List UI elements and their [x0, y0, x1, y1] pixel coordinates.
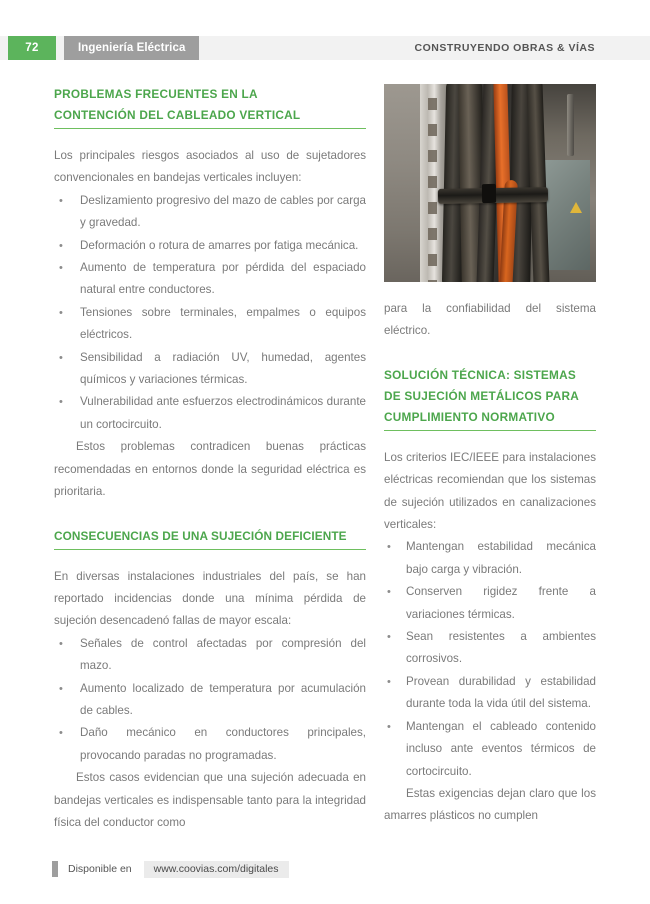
photo-electrical-panel	[542, 160, 590, 270]
list-item: • Vulnerabilidad ante esfuerzos electrodinámicos durante un cortocircuito.	[54, 391, 366, 436]
paragraph-consecuencias-cierre: Estos casos evidencian que una sujeción adecuada en bandejas verticales es indispensable tanto para la integridad física del conductor como	[54, 771, 366, 829]
list-item: • Provean durabilidad y estabilidad durante toda la vida útil del sistema.	[384, 671, 596, 716]
list-item: • Señales de control afectadas por compresión del mazo.	[54, 633, 366, 678]
list-item: • Conserven rigidez frente a variaciones térmicas.	[384, 581, 596, 626]
paragraph-consecuencias-intro: En diversas instalaciones industriales del país, se han reportado incidencias donde una mínima pérdida de sujeción desencadenó fallas de mayor escala:	[54, 569, 366, 628]
list-item: • Sensibilidad a radiación UV, humedad, agentes químicos y variaciones térmicas.	[54, 347, 366, 392]
photo-conduit-pipe	[567, 94, 574, 156]
paragraph-criterios-cierre: Estas exigencias dejan claro que los amarres plásticos no cumplen	[384, 786, 596, 823]
right-column	[384, 84, 596, 828]
footer-url-link[interactable]: www.coovias.com/digitales	[144, 861, 289, 878]
paragraph-criterios-intro: Los criterios IEC/IEEE para instalaciones eléctricas recomiendan que los sistemas de sujeción utilizados en canalizaciones verticales:	[384, 450, 596, 532]
spacer	[54, 504, 366, 526]
spacer	[384, 431, 596, 447]
spacer	[54, 129, 366, 145]
heading-line-3: CUMPLIMIENTO NORMATIVO	[384, 409, 555, 424]
heading-line-1: SOLUCIÓN TÉCNICA: SISTEMAS	[384, 367, 576, 382]
heading-line-2: DE SUJECIÓN METÁLICOS PARA	[384, 388, 580, 403]
photo-cable-tie-head	[482, 184, 496, 203]
paragraph-problemas-cierre: Estos problemas contradicen buenas prácticas recomendadas en entornos donde la seguridad eléctrica es prioritaria.	[54, 440, 366, 499]
list-item: • Aumento de temperatura por pérdida del espaciado natural entre conductores.	[54, 257, 366, 302]
paragraph-riesgos-intro: Los principales riesgos asociados al uso de sujetadores convencionales en bandejas verticales incluyen:	[54, 149, 366, 185]
heading-problemas-frecuentes	[54, 84, 366, 129]
left-column	[54, 84, 366, 834]
page-header	[0, 36, 650, 60]
header-spacer	[199, 36, 414, 60]
publication-brand: CONSTRUYENDO OBRAS & VÍAS	[414, 42, 595, 54]
list-consecuencias	[54, 633, 366, 767]
heading-line-1: PROBLEMAS FRECUENTES EN LA	[54, 87, 258, 101]
page-footer	[0, 860, 650, 878]
section-name-badge: Ingeniería Eléctrica	[64, 36, 199, 60]
list-item: • Tensiones sobre terminales, empalmes o equipos eléctricos.	[54, 302, 366, 347]
photo-left-wall	[384, 84, 420, 282]
footer-label: Disponible en	[68, 863, 132, 875]
spacer	[384, 343, 596, 365]
page-number-badge: 72	[8, 36, 56, 60]
list-item: • Mantengan estabilidad mecánica bajo carga y vibración.	[384, 536, 596, 581]
spacer	[54, 550, 366, 566]
list-item: • Deformación o rotura de amarres por fatiga mecánica.	[54, 235, 366, 257]
list-item: • Daño mecánico en conductores principales, provocando paradas no programadas.	[54, 722, 366, 767]
paragraph-continuacion: para la confiabilidad del sistema eléctrico.	[384, 302, 596, 338]
list-item: • Aumento localizado de temperatura por acumulación de cables.	[54, 678, 366, 723]
footer-mark-icon	[52, 861, 58, 877]
list-item: • Deslizamiento progresivo del mazo de cables por carga y gravedad.	[54, 190, 366, 235]
heading-line-2: CONTENCIÓN DEL CABLEADO VERTICAL	[54, 108, 301, 122]
list-item: • Mantengan el cableado contenido incluso ante eventos térmicos de cortocircuito.	[384, 716, 596, 783]
list-item: • Sean resistentes a ambientes corrosivos.	[384, 626, 596, 671]
heading-solucion-tecnica	[384, 365, 596, 431]
list-riesgos	[54, 190, 366, 436]
list-criterios	[384, 536, 596, 782]
cable-tray-photo	[384, 84, 596, 282]
spacer	[384, 282, 596, 298]
heading-consecuencias: CONSECUENCIAS DE UNA SUJECIÓN DEFICIENTE	[54, 526, 366, 550]
